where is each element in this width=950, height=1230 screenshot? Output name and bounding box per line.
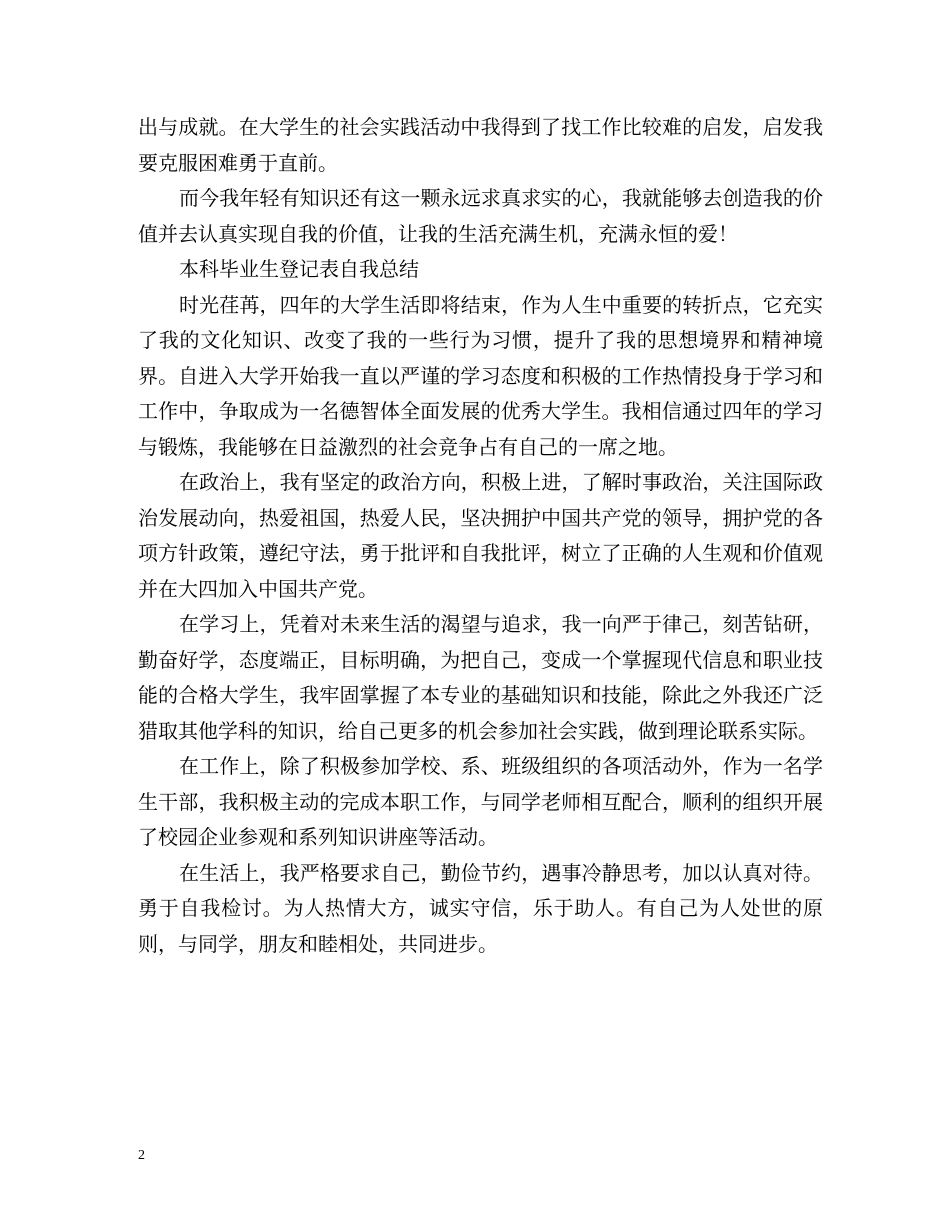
paragraph-study: 在学习上，凭着对未来生活的渴望与追求，我一向严于律己，刻苦钻研，勤奋好学，态度端正，目标明确，为把自己，变成一个掌握现代信息和职业技能的合格大学生，我牢固掌握了本专业的基础知识和技能，除此之外我还广泛猎取其他学科的知识，给自己更多的机会参加社会实践，做到理论联系实际。: [138, 612, 823, 743]
page-number: 2: [138, 1148, 145, 1163]
paragraph-work: 在工作上，除了积极参加学校、系、班级组织的各项活动外，作为一名学生干部，我积极主动的完成本职工作，与同学老师相互配合，顺利的组织开展了校园企业参观和系列知识讲座等活动。: [138, 754, 823, 849]
paragraph-politics: 在政治上，我有坚定的政治方向，积极上进，了解时事政治，关注国际政治发展动向，热爱祖国，热爱人民，坚决拥护中国共产党的领导，拥护党的各项方针政策，遵纪守法，勇于批评和自我批评，树立了正确的人生观和价值观并在大四加入中国共产党。: [138, 470, 823, 601]
paragraph-continuation: 出与成就。在大学生的社会实践活动中我得到了找工作比较难的启发，启发我要克服困难勇于直前。: [138, 115, 823, 175]
paragraph-closing: 而今我年轻有知识还有这一颗永远求真求实的心，我就能够去创造我的价值并去认真实现自我的价值，让我的生活充满生机，充满永恒的爱！: [138, 186, 823, 246]
paragraph-intro: 时光荏苒，四年的大学生活即将结束，作为人生中重要的转折点，它充实了我的文化知识、改变了我的一些行为习惯，提升了我的思想境界和精神境界。自进入大学开始我一直以严谨的学习态度和积极的工作热情投身于学习和工作中，争取成为一名德智体全面发展的优秀大学生。我相信通过四年的学习与锻炼，我能够在日益激烈的社会竞争占有自己的一席之地。: [138, 292, 823, 459]
paragraph-life: 在生活上，我严格要求自己，勤俭节约，遇事冷静思考，加以认真对待。勇于自我检讨。为人热情大方，诚实守信，乐于助人。有自己为人处世的原则，与同学，朋友和睦相处，共同进步。: [138, 860, 823, 956]
document-body: [138, 110, 823, 962]
section-title: 本科毕业生登记表自我总结: [179, 257, 419, 281]
